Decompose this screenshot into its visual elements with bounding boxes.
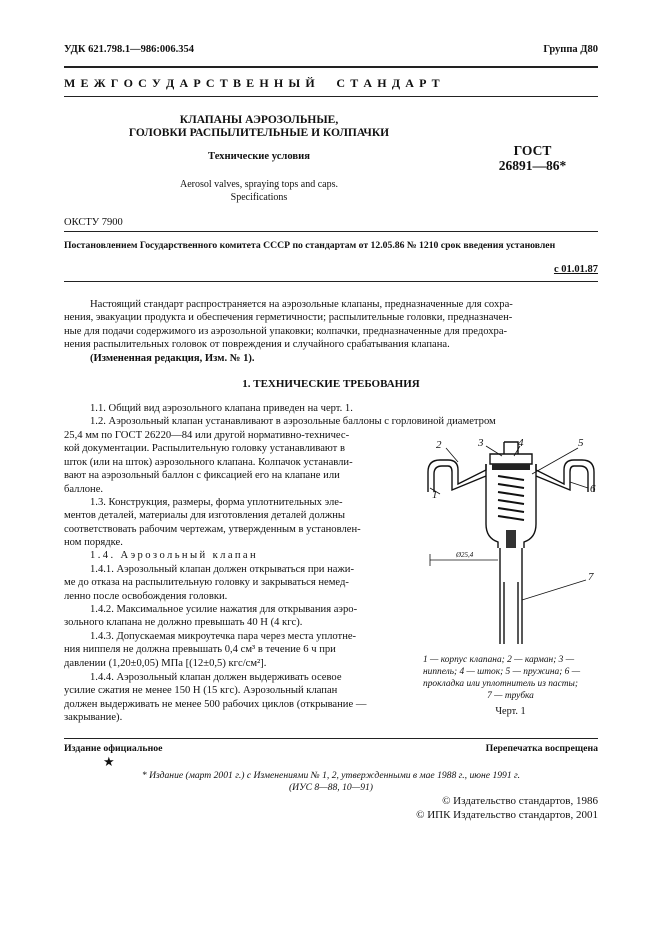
title-line-1: КЛАПАНЫ АЭРОЗОЛЬНЫЕ, <box>179 114 339 126</box>
standard-banner: М Е Ж Г О С У Д А Р С Т В Е Н Н Ы Й С Т А Н Д А Р Т <box>64 76 441 90</box>
udk-code: УДК 621.798.1—986:006.354 <box>64 44 194 55</box>
english-title-line-1: Aerosol valves, spraying tops and caps. <box>179 179 339 190</box>
copyright-1986: © Издательство стандартов, 1986 <box>442 795 598 807</box>
clause-line: шток (или на шток) аэрозольного клапана. Колпачок устанавли- <box>64 456 353 468</box>
clause-line: должен выдерживать не менее 500 рабочих циклов (открывание — <box>64 698 367 710</box>
clause-line: ме до отказа на распылительную головку и закрываться немед- <box>64 577 349 589</box>
caption-line: ниппель; 4 — шток; 5 — пружина; 6 — <box>423 667 581 677</box>
leader-5 <box>532 448 578 474</box>
reprint-notice: Перепечатка воспрещена <box>485 743 598 754</box>
caption-line: прокладка или уплотнитель из пасты; <box>423 679 578 689</box>
decree-date: с 01.01.87 <box>553 264 598 275</box>
figure-caption <box>423 654 598 702</box>
clause-1-2 <box>64 429 412 496</box>
clause-line: 25,4 мм по ГОСТ 26220—84 или другой нормативно-техничес- <box>64 430 350 441</box>
clause-line: давлении (1,20±0,05) МПа [(12±0,5) кгс/см²]. <box>64 657 267 669</box>
official-edition: Издание официальное <box>64 743 163 754</box>
clause-1-4-4 <box>64 671 412 725</box>
star-icon: ★ <box>103 754 115 769</box>
clause-line: 1.4.2. Максимальное усилие нажатия для открывания аэро- <box>90 604 358 615</box>
clause-1-4-3 <box>64 630 412 670</box>
gost-label: ГОСТ <box>513 143 552 158</box>
clause-line: кой документации. Распылительную головку устанавливают в <box>64 443 345 455</box>
clause-1-4-title: 1.4. Аэрозольный клапан <box>90 550 259 561</box>
clause-line: закрывание). <box>64 712 123 724</box>
clause-1-3 <box>64 496 412 550</box>
caption-line: 1 — корпус клапана; 2 — карман; 3 — <box>423 655 575 665</box>
leader-7 <box>522 580 586 600</box>
intro-paragraph <box>64 298 598 365</box>
group-code: Группа Д80 <box>543 44 598 55</box>
figure-label-7: 7 <box>588 571 594 583</box>
body-right <box>524 464 536 548</box>
section-title: 1. ТЕХНИЧЕСКИЕ ТРЕБОВАНИЯ <box>242 378 420 390</box>
gost-code: 26891—86* <box>498 158 567 173</box>
figure-title: Черт. 1 <box>495 706 526 717</box>
footer-rule <box>64 738 598 739</box>
banner-rule <box>64 96 598 97</box>
figure-label-4: 4 <box>518 437 524 449</box>
ius-note: (ИУС 8—88, 10—91) <box>288 782 373 793</box>
clause-line: соответствовать рабочим чертежам, утвержденным в установлен- <box>64 523 361 535</box>
clause-line: ментов деталей, материалы для изготовления деталей должны <box>64 510 345 522</box>
edition-note: * Издание (март 2001 г.) с Изменениями № 1, 2, утвержденными в мае 1988 г., июне 1991 г. <box>141 770 521 781</box>
clause-line: зольного клапана не должно превышать 40 Н (4 кгс). <box>64 617 303 629</box>
gasket <box>492 464 530 470</box>
spring <box>498 476 524 520</box>
clause-line: вают на аэрозольный баллон с фиксацией его на клапане или <box>64 470 340 482</box>
english-title-line-2: Specifications <box>230 192 288 203</box>
stem-cap <box>490 454 532 464</box>
figure-label-5: 5 <box>578 437 584 449</box>
nipple-core <box>506 530 516 548</box>
clause-line: 1.4.1. Аэрозольный клапан должен открываться при нажи- <box>90 564 354 575</box>
intro-line: нения, эвакуации продукта и обеспечения герметичности; распылительные головки, предназначен- <box>64 312 513 324</box>
intro-line: Настоящий стандарт распространяется на аэрозольные клапаны, предназначенные для сохра- <box>90 299 513 310</box>
clause-line: баллоне. <box>64 483 104 495</box>
decree-text: Постановлением Государственного комитета СССР по стандартам от 12.05.86 № 1210 срок введения установлен <box>64 240 556 251</box>
figure-label-2: 2 <box>436 439 442 451</box>
title-line-2: ГОЛОВКИ РАСПЫЛИТЕЛЬНЫЕ И КОЛПАЧКИ <box>128 127 390 139</box>
english-title <box>64 178 454 204</box>
doc-subtitle: Технические условия <box>208 151 310 162</box>
doc-title <box>64 114 454 140</box>
intro-line: ные для подачи содержимого из аэрозольной упаковки; колпачки, предназначенные для предохра- <box>64 325 508 337</box>
caption-line: 7 — трубка <box>487 691 534 701</box>
clause-line: 1.3. Конструкция, размеры, форма уплотнительных эле- <box>90 497 343 508</box>
clause-line: ном порядке. <box>64 537 123 549</box>
intro-note: (Измененная редакция, Изм. № 1). <box>90 352 255 364</box>
clause-line: 1.4.3. Допускаемая микроутечка пара через места уплотне- <box>90 631 357 642</box>
clause-1-4-1 <box>64 563 412 603</box>
clause-line: 1.1. Общий вид аэрозольного клапана приведен на черт. 1. <box>90 403 353 414</box>
body-left <box>486 464 498 548</box>
clause-line: 1.4.4. Аэрозольный клапан должен выдерживать осевое <box>90 672 342 683</box>
clause-line: 1.2. Аэрозольный клапан устанавливают в аэрозольные баллоны с горловиной диаметром <box>90 416 496 428</box>
top-rule <box>64 66 598 68</box>
intro-line: нения распылительных головок от повреждения и случайного срабатывания клапана. <box>64 339 450 351</box>
clause-line: ленно после освобождения головки. <box>64 590 228 602</box>
figure-dimension: Ø25,4 <box>456 551 474 559</box>
valve-drawing <box>418 432 603 647</box>
clause-1-1 <box>64 402 598 429</box>
clause-line: усилие сжатия не менее 150 Н (15 кгс). Аэрозольный клапан <box>64 685 338 697</box>
clause-line: ния ниппеля не должна превышать 0,4 см³ в течение 6 ч при <box>64 644 336 656</box>
okstu-code: ОКСТУ 7900 <box>64 217 123 228</box>
copyright-2001: © ИПК Издательство стандартов, 2001 <box>416 809 598 821</box>
gost-number <box>475 143 590 173</box>
decree-rule <box>64 281 598 282</box>
leader-6 <box>570 482 588 488</box>
figure-label-3: 3 <box>478 437 484 449</box>
clause-1-4-2 <box>64 603 412 630</box>
cup-left-inner <box>434 466 486 492</box>
okstu-rule <box>64 231 598 232</box>
dip-tube <box>500 548 522 644</box>
figure-label-1: 1 <box>432 489 438 501</box>
figure-label-6: 6 <box>590 483 596 495</box>
cup-right-inner <box>536 466 588 492</box>
